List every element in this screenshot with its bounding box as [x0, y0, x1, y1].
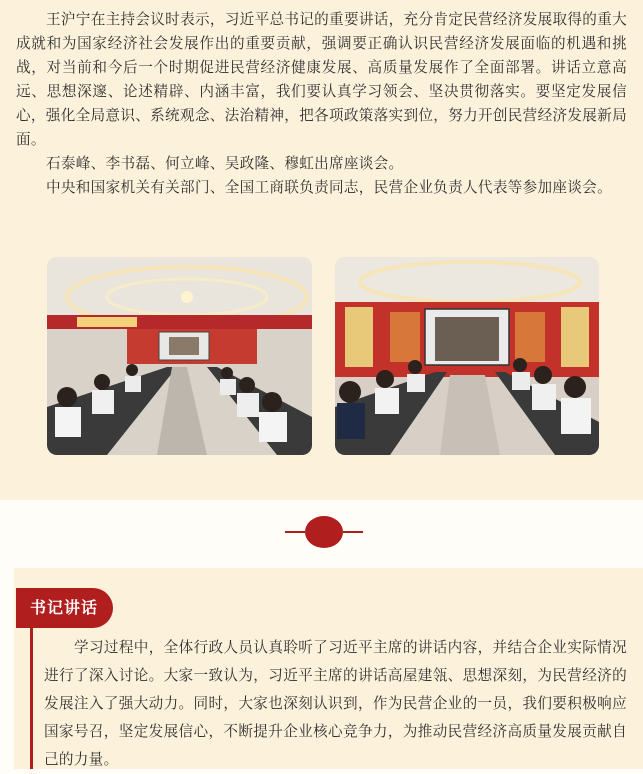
divider-line-left [285, 531, 305, 533]
meeting-photo-right [335, 257, 599, 455]
article-paragraph-1: 王沪宁在主持会议时表示，习近平总书记的重要讲话，充分肯定民营经济发展取得的重大成就和为国家经济社会发展作出的重要贡献，强调要正确认识民营经济发展面临的机遇和挑战，对当前和今后一个时期促进民营经济健康发展、高质量发展作了全面部署。讲话立意高远、思想深邃、论述精辟、内涵丰富，我们要认真学习领会、坚决贯彻落实。要坚定发展信心，强化全局意识、系统观念、法治精神，把各项政策落实到位，努力开创民营经济发展新局面。 [16, 11, 627, 148]
article-paragraph-3: 中央和国家机关有关部门、全国工商联负责同志，民营企业负责人代表等参加座谈会。 [46, 179, 612, 196]
divider-line-right [343, 531, 363, 533]
section-title-badge: 书记讲话 [16, 588, 113, 628]
section-body: 学习过程中，全体行政人员认真聆听了习近平主席的讲话内容，并结合企业实际情况进行了深入讨论。大家一致认为，习近平主席的讲话高屋建瓴、思想深刻，为民营经济的发展注入了强大动力。同时，大家也深刻认识到，作为民营企业的一员，我们要积极响应国家号召，坚定发展信心，不断提升企业核心竞争力，为推动民营经济高质量发展贡献自己的力量。 [44, 639, 627, 768]
meeting-photo-left [47, 257, 312, 455]
article-paragraph-2: 石泰峰、李书磊、何立峰、吴政隆、穆虹出席座谈会。 [46, 155, 404, 172]
divider-ornament [305, 516, 343, 548]
